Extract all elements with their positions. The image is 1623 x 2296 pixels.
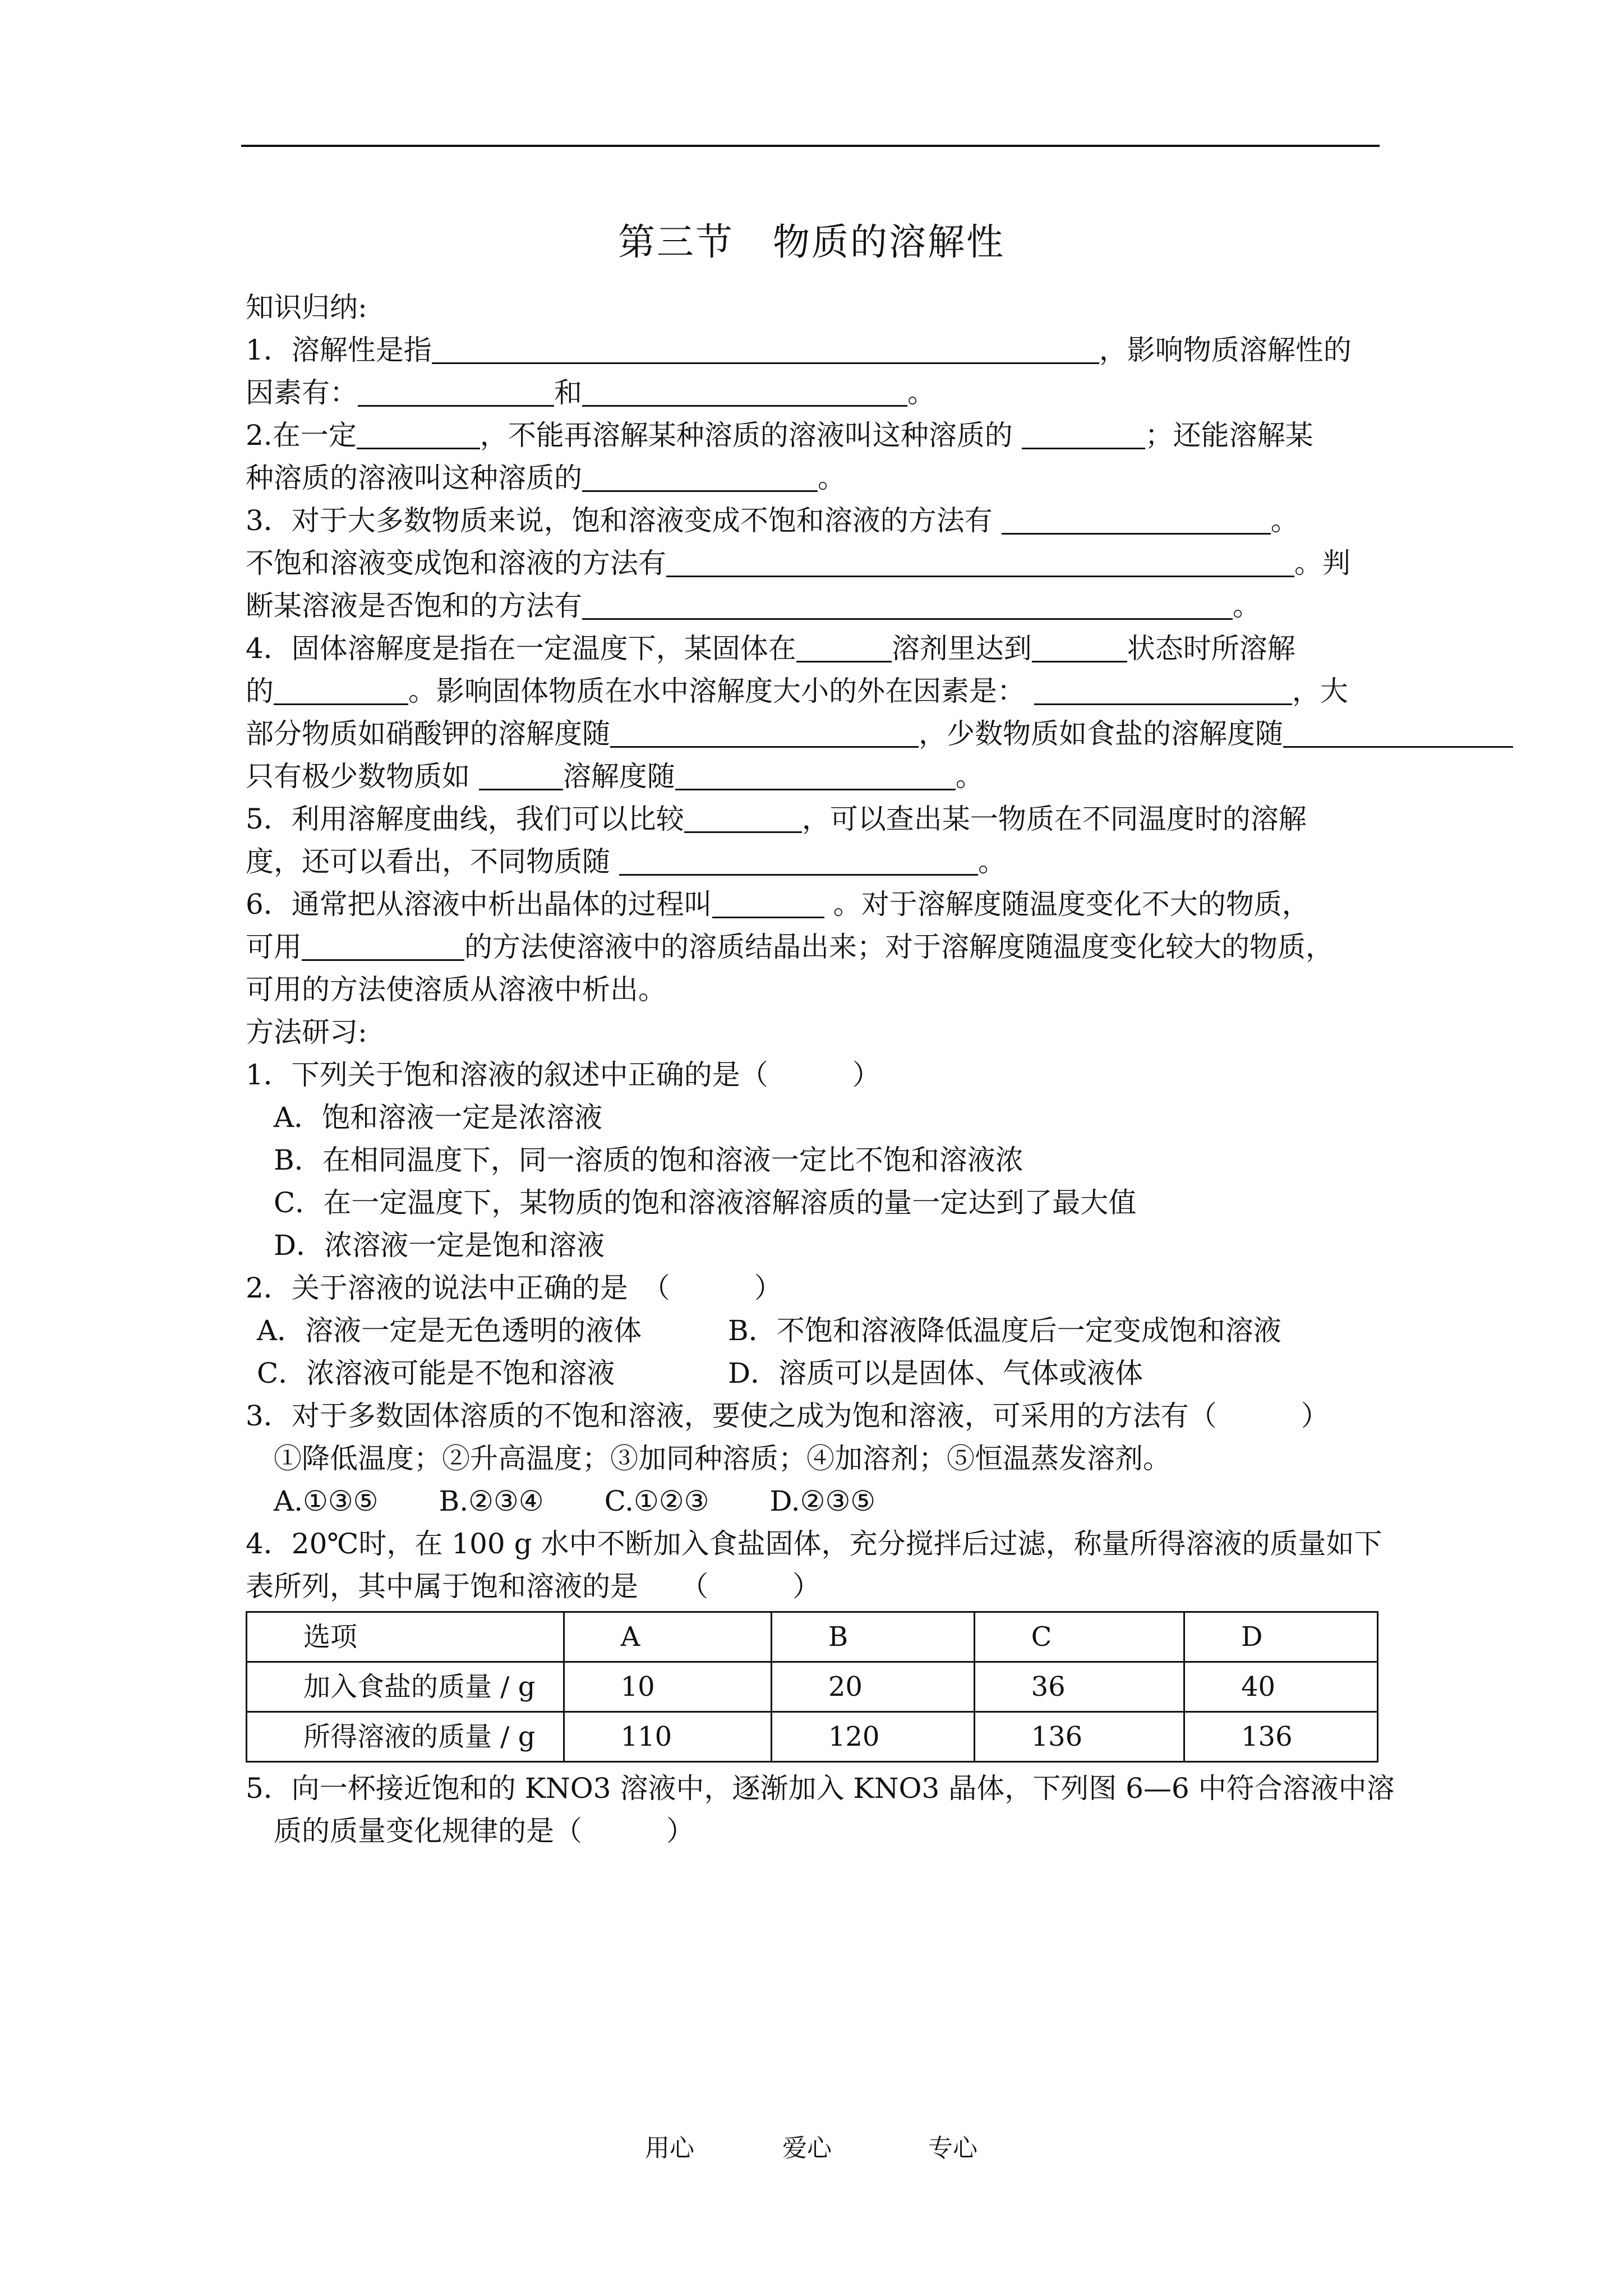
section-heading-methods: 方法研习: [246,1016,367,1048]
answer-blank[interactable] [684,800,802,833]
answer-blank[interactable] [1032,629,1127,662]
table-row [247,1662,1378,1712]
q6-line3: 可用的方法使溶质从溶液中析出。 [246,973,666,1006]
q4-line3: 部分物质如硝酸钾的溶解度随 ，少数物质如食盐的溶解度随 [246,712,1378,755]
p2-option-a: A．溶液一定是无色透明的液体 [257,1314,642,1347]
p1-option-b: B．在相同温度下，同一溶质的饱和溶液一定比不饱和溶液浓 [274,1144,1023,1176]
q3-line1: 3．对于大多数物质来说，饱和溶液变成不饱和溶液的方法有 。 [246,499,1378,542]
table-cell: 加入食盐的质量 / g [247,1662,564,1712]
answer-blank[interactable] [1034,672,1292,705]
q1-line1: 1．溶解性是指 ，影响物质溶解性的 [246,329,1378,371]
q6-line1: 6．通常把从溶液中析出晶体的过程叫 。对于溶解度随温度变化不大的物质， [246,883,1378,926]
answer-blank[interactable] [1022,416,1145,449]
table-cell: 136 [974,1712,1184,1762]
table-cell: B [771,1612,974,1662]
answer-blank[interactable] [666,544,1294,577]
p3-stem: 3．对于多数固体溶质的不饱和溶液，要使之成为饱和溶液，可采用的方法有（ ） [246,1400,1329,1432]
p5-stem-line2: 质的质量变化规律的是（ ） [274,1815,694,1847]
table-cell: 136 [1184,1712,1378,1762]
answer-blank[interactable] [358,374,554,407]
footer-text-1: 用心 [645,2134,694,2162]
salt-mass-table [246,1611,1378,1763]
answer-blank[interactable] [610,715,919,748]
q6-line2: 可用 的方法使溶液中的溶质结晶出来；对于溶解度随温度变化较大的物质， [246,926,1378,968]
p1-option-c: C．在一定温度下，某物质的饱和溶液溶解溶质的量一定达到了最大值 [274,1186,1137,1219]
q5-line2: 度，还可以看出，不同物质随 。 [246,840,1378,883]
answer-blank[interactable] [582,374,907,407]
header-rule [241,145,1380,147]
answer-blank[interactable] [274,672,408,705]
p3-choice-c: C.①②③ [604,1485,709,1517]
answer-blank[interactable] [432,331,1099,364]
p3-choice-b: B.②③④ [439,1485,544,1517]
p3-choice-d: D.②③⑤ [769,1485,876,1517]
p2-option-d: D．溶质可以是固体、气体或液体 [728,1357,1144,1389]
table-header-row [247,1612,1378,1662]
page-title: 第三节 物质的溶解性 [618,220,1005,264]
table-row [247,1712,1378,1762]
answer-blank[interactable] [1283,715,1513,748]
answer-blank[interactable] [619,843,978,876]
p2-options-row1 [246,1309,1378,1352]
table-cell: 110 [564,1712,771,1762]
table-cell: 36 [974,1662,1184,1712]
answer-blank[interactable] [582,587,1233,620]
content-body [246,286,1395,1852]
table-cell: 20 [771,1662,974,1712]
p2-stem: 2．关于溶液的说法中正确的是 （ ） [246,1272,782,1304]
p5-stem-line1: 5．向一杯接近饱和的 KNO3 溶液中，逐渐加入 KNO3 晶体，下列图 6—6 中符合溶液中溶 [246,1772,1395,1805]
answer-blank[interactable] [302,928,464,961]
table-cell: 选项 [247,1612,564,1662]
p2-option-b: B．不饱和溶液降低温度后一定变成饱和溶液 [728,1314,1281,1347]
answer-blank[interactable] [712,885,824,918]
p4-stem-line2: 表所列，其中属于饱和溶液的是 （ ） [246,1570,820,1603]
answer-blank[interactable] [479,757,563,790]
table-cell: 40 [1184,1662,1378,1712]
q4-line4: 只有极少数物质如 溶解度随 。 [246,755,1378,798]
q5-line1: 5．利用溶解度曲线，我们可以比较 ，可以查出某一物质在不同温度时的溶解 [246,798,1378,840]
p3-methods: ①降低温度；②升高温度；③加同种溶质；④加溶剂；⑤恒温蒸发溶剂。 [274,1442,1171,1475]
answer-blank[interactable] [582,459,818,492]
p2-option-c: C．浓溶液可能是不饱和溶液 [257,1357,615,1389]
p2-options-row2 [246,1352,1378,1395]
p1-option-a: A．饱和溶液一定是浓溶液 [274,1101,603,1134]
section-heading-knowledge: 知识归纳: [246,291,367,324]
q1-line2: 因素有： 和 。 [246,371,1378,414]
table-cell: A [564,1612,771,1662]
table-cell: D [1184,1612,1378,1662]
footer-text-3: 专心 [928,2134,978,2162]
table-cell: C [974,1612,1184,1662]
q4-line1: 4．固体溶解度是指在一定温度下，某固体在 溶剂里达到 状态时所溶解 [246,627,1378,670]
q3-line2: 不饱和溶液变成饱和溶液的方法有 。判 [246,542,1378,585]
answer-blank[interactable] [796,629,892,662]
p3-choice-a: A.①③⑤ [274,1485,379,1517]
footer-text-2: 爱心 [782,2134,832,2162]
p4-stem-line1: 4．20℃时，在 100 g 水中不断加入食盐固体，充分搅拌后过滤，称量所得溶液的质量如下 [246,1527,1382,1560]
q4-line2: 的 。影响固体物质在水中溶解度大小的外在因素是： ，大 [246,670,1378,712]
p1-option-d: D．浓溶液一定是饱和溶液 [274,1229,605,1262]
answer-blank[interactable] [357,416,480,449]
q2-line1: 2.在一定 ，不能再溶解某种溶质的溶液叫这种溶质的 ；还能溶解某 [246,414,1378,457]
table-cell: 所得溶液的质量 / g [247,1712,564,1762]
answer-blank[interactable] [675,757,956,790]
q2-line2: 种溶质的溶液叫这种溶质的 。 [246,457,1378,499]
q3-line3: 断某溶液是否饱和的方法有 。 [246,585,1378,627]
p1-stem: 1．下列关于饱和溶液的叙述中正确的是（ ） [246,1059,880,1091]
table-cell: 120 [771,1712,974,1762]
answer-blank[interactable] [1002,501,1271,535]
p3-choices [246,1480,1378,1522]
table-cell: 10 [564,1662,771,1712]
